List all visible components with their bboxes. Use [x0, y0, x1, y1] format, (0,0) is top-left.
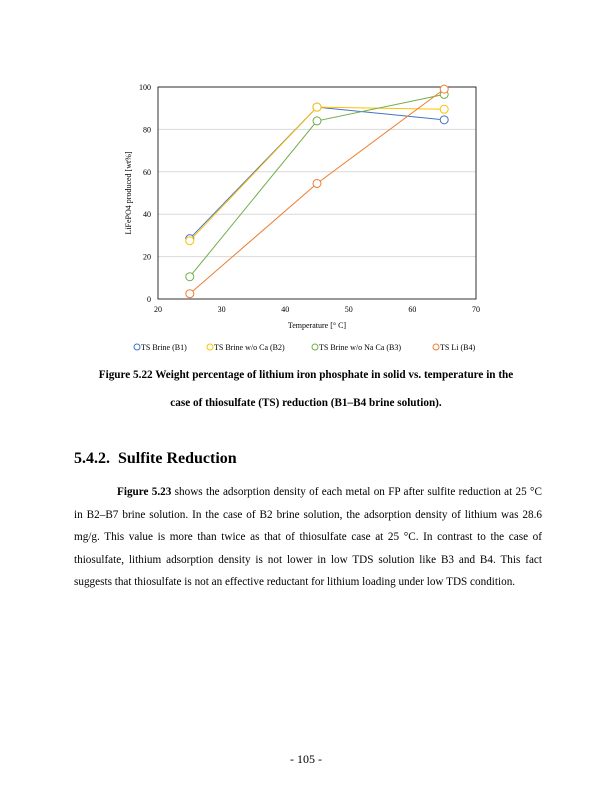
y-tick-label: 80: [143, 125, 151, 135]
y-axis-label: LiFePO4 produced [wt%]: [124, 151, 133, 235]
data-point: [313, 117, 321, 125]
legend-label: TS Brine w/o Ca (B2): [214, 343, 285, 352]
section-heading: [74, 450, 237, 468]
figure-caption-line-1: Figure 5.22 Weight percentage of lithium iron phosphate in solid vs. temperature in the: [98, 369, 514, 381]
y-tick-label: 20: [143, 252, 151, 262]
paragraph-text: shows the adsorption density of each metal on FP after sulfite reduction at 25 °C in B2–B7 brine solution. In the case of B2 brine solution, the adsorption density of lithium was 28.6 mg/g. This value is more than twice as that of thiosulfate case at 25 °C. In contrast to the case of thiosulfate, lithium adsorption density is not lower in low TDS solution like B3 and B4. This fact suggests that thiosulfate is not an effective reductant for lithium loading under low TDS condition.: [74, 486, 542, 589]
legend-marker: [433, 344, 439, 350]
section-title: Sulfite Reduction: [118, 450, 237, 467]
data-point: [313, 103, 321, 111]
section-number: 5.4.2.: [74, 450, 110, 467]
series-line: [190, 107, 444, 238]
data-point: [186, 290, 194, 298]
legend-marker: [207, 344, 213, 350]
y-tick-label: 60: [143, 167, 151, 177]
series-line: [190, 107, 444, 241]
y-tick-label: 0: [147, 295, 151, 304]
legend-label: TS Brine w/o Na Ca (B3): [319, 343, 401, 352]
figure-caption-line-2: case of thiosulfate (TS) reduction (B1–B4 brine solution).: [170, 397, 442, 409]
data-point: [440, 105, 448, 113]
x-tick-label: 20: [154, 305, 162, 314]
figure-reference: Figure 5.23: [117, 486, 172, 498]
page-number: - 105 -: [290, 752, 322, 766]
y-tick-label: 100: [139, 83, 151, 92]
data-point: [186, 273, 194, 281]
legend-marker: [312, 344, 318, 350]
data-point: [440, 116, 448, 124]
x-axis-label: Temperature [° C]: [287, 321, 347, 330]
x-tick-label: 30: [217, 305, 226, 314]
data-point: [313, 179, 321, 187]
body-paragraph: [74, 481, 542, 594]
line-chart: [0, 0, 612, 360]
legend-label: TS Brine (B1): [141, 343, 187, 352]
data-point: [186, 237, 194, 245]
y-tick-label: 40: [143, 210, 151, 220]
x-tick-label: 40: [281, 305, 290, 314]
x-tick-label: 50: [344, 305, 353, 314]
x-tick-label: 60: [408, 305, 417, 314]
legend-marker: [134, 344, 140, 350]
data-point: [440, 85, 448, 93]
legend-label: TS Li (B4): [440, 343, 476, 352]
x-tick-label: 70: [472, 305, 480, 314]
